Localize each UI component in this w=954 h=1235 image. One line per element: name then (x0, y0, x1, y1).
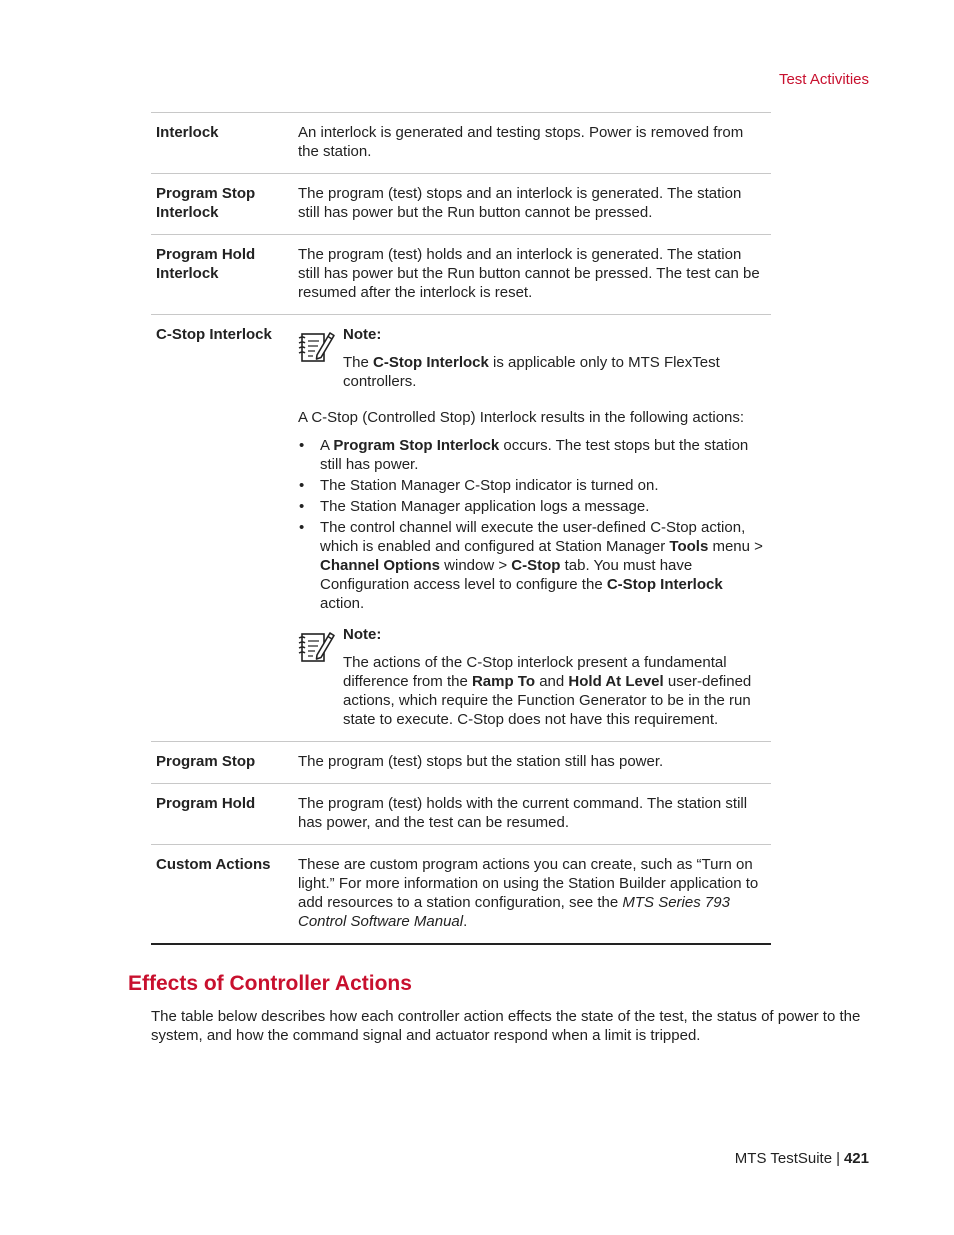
term-program-stop: Program Stop (156, 753, 256, 770)
text-run: occurs. The test stops but the station still has power. (320, 437, 749, 473)
table-row-interlock (151, 113, 771, 174)
text-run: menu > (708, 538, 763, 555)
text-run: user-defined actions, which require the Function Generator to be in the run state to execute. C-Stop does not have this requirement. (343, 673, 752, 728)
note-pad-pencil-icon (298, 625, 343, 729)
term-program-hold-interlock: Program Hold Interlock (156, 246, 256, 282)
term-custom-actions: Custom Actions (156, 856, 271, 873)
bold-term: Tools (669, 538, 709, 555)
text-run: action. (320, 595, 365, 612)
note-body (343, 625, 767, 729)
list-item (298, 436, 767, 474)
term-program-hold: Program Hold (156, 795, 256, 812)
text-run: window > (440, 557, 512, 574)
cstop-intro: A C-Stop (Controlled Stop) Interlock results in the following actions: (298, 409, 745, 426)
bold-term: Hold At Level (568, 673, 664, 690)
text-run: A (320, 437, 334, 454)
bold-term: Ramp To (471, 673, 536, 690)
text-run: These are custom program actions you can create, such as “Turn on light.” For more information on using the Station Builder application to add resources to a station configuration, see the (298, 856, 759, 911)
bold-term: Channel Options (320, 557, 440, 574)
text-run: and (535, 673, 569, 690)
table-row-program-hold (151, 784, 771, 845)
cstop-action-list (298, 436, 767, 613)
list-item: • The Station Manager application logs a message. (298, 497, 767, 516)
bold-term: Program Stop Interlock (333, 437, 500, 454)
note-text (343, 653, 767, 729)
text-run: is applicable only to MTS FlexTest controllers. (343, 354, 720, 390)
controller-actions-table (151, 112, 771, 945)
manual-title: MTS Series 793 Control Software Manual (298, 894, 730, 930)
table-row-program-hold-interlock (151, 235, 771, 315)
desc-program-hold: The program (test) holds with the current command. The station still has power, and the test can be resumed. (298, 795, 748, 831)
text-run: The control channel will execute the user-defined C-Stop action, which is enabled and configured at Station Manager (320, 519, 746, 555)
section-intro: The table below describes how each controller action effects the state of the test, the status of power to the system, and how the command signal and actuator respond when a limit is tripped. (151, 1008, 861, 1044)
desc-cstop-interlock (294, 315, 771, 741)
desc-program-stop-interlock: The program (test) stops and an interlock is generated. The station still has power but the Run button cannot be pressed. (298, 185, 742, 221)
text-run: The actions of the C-Stop interlock present a fundamental difference from the (343, 654, 727, 690)
note-body (343, 325, 767, 391)
desc-interlock: An interlock is generated and testing stops. Power is removed from the station. (298, 124, 744, 160)
text-run: tab. You must have Configuration access level to configure the (320, 557, 693, 593)
term-cstop-interlock: C-Stop Interlock (156, 326, 272, 343)
footer-separator: | (836, 1150, 840, 1167)
note-text (343, 353, 767, 391)
bold-term: C-Stop Interlock (373, 354, 489, 371)
section-heading: Effects of Controller Actions (128, 972, 412, 995)
list-item (298, 518, 767, 613)
list-item: • The Station Manager C-Stop indicator is turned on. (298, 476, 767, 495)
note-block (298, 325, 767, 391)
bold-term: C-Stop (511, 557, 561, 574)
page-number: 421 (843, 1150, 869, 1167)
text-run: The (343, 354, 374, 371)
desc-program-stop: The program (test) stops but the station still has power. (298, 753, 664, 770)
running-header: Test Activities (778, 71, 869, 88)
text-run: . (463, 913, 468, 930)
desc-custom-actions (294, 845, 771, 943)
term-program-stop-interlock: Program Stop Interlock (156, 185, 256, 221)
bold-term: C-Stop Interlock (606, 576, 723, 593)
term-interlock: Interlock (156, 124, 219, 141)
footer-product: MTS TestSuite (734, 1150, 833, 1167)
note-block (298, 625, 767, 729)
table-row-cstop-interlock (151, 315, 771, 742)
desc-program-hold-interlock: The program (test) holds and an interlock is generated. The station still has power but the Run button cannot be pressed. The test can be resumed after the interlock is reset. (298, 246, 760, 301)
table-row-program-stop (151, 742, 771, 784)
table-row-custom-actions (151, 845, 771, 945)
note-title: Note: (343, 326, 382, 343)
note-pad-pencil-icon (298, 325, 343, 391)
table-row-program-stop-interlock (151, 174, 771, 235)
note-title: Note: (343, 626, 382, 643)
page-footer (735, 1149, 869, 1168)
